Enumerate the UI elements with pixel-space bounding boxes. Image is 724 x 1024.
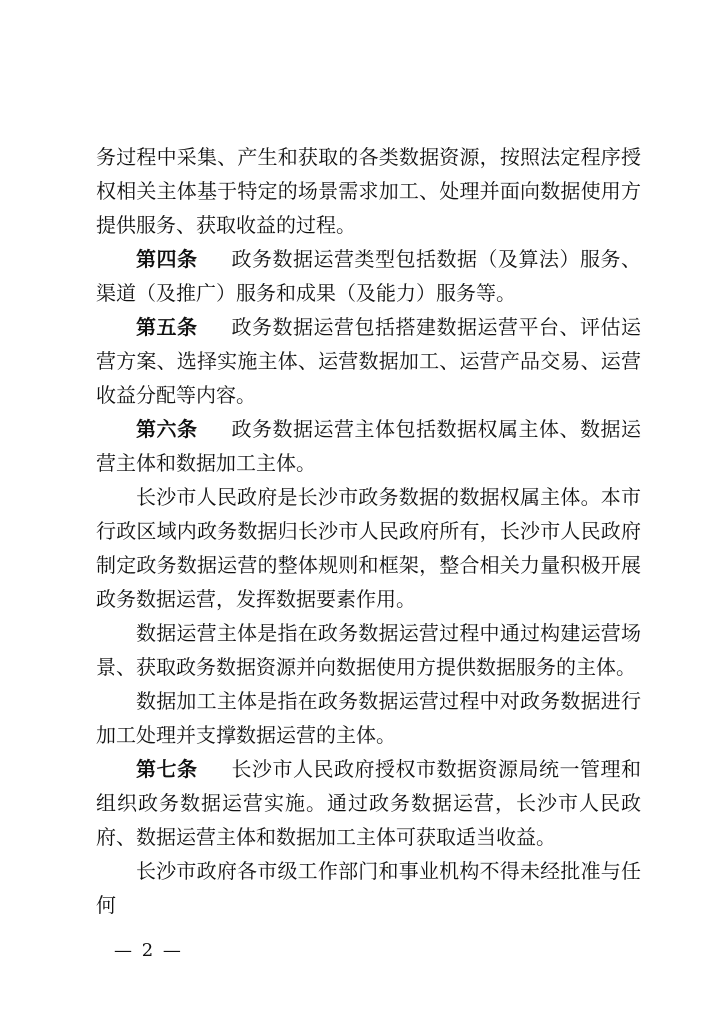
- article-6-label: 第六条: [136, 417, 198, 441]
- article-6-text: 政务数据运营主体包括数据权属主体、数据运营主体和数据加工主体。: [96, 417, 641, 475]
- data-operator-paragraph: 数据运营主体是指在政务数据运营过程中通过构建运营场景、获取政务数据资源并向数据使用方提供数据服务的主体。: [96, 621, 641, 679]
- data-ownership-paragraph: 长沙市人民政府是长沙市政务数据的数据权属主体。本市行政区域内政务数据归长沙市人民政府所有，长沙市人民政府制定政务数据运营的整体规则和框架，整合相关力量积极开展政务数据运营，发挥数据要素作用。: [96, 485, 641, 611]
- paragraph-continuation: 务过程中采集、产生和获取的各类数据资源，按照法定程序授权相关主体基于特定的场景需求加工、处理并面向数据使用方提供服务、获取收益的过程。: [96, 145, 641, 237]
- article-6-paragraph: [96, 412, 641, 480]
- article-4-paragraph: [96, 242, 641, 310]
- article-5-text: 政务数据运营包括搭建数据运营平台、评估运营方案、选择实施主体、运营数据加工、运营产品交易、运营收益分配等内容。: [96, 315, 641, 407]
- document-body: [96, 140, 641, 922]
- article-5-paragraph: [96, 310, 641, 412]
- article-7-text: 长沙市人民政府授权市数据资源局统一管理和组织政务数据运营实施。通过政务数据运营，长沙市人民政府、数据运营主体和数据加工主体可获取适当收益。: [96, 757, 641, 849]
- trailing-paragraph: 长沙市政府各市级工作部门和事业机构不得未经批准与任何: [96, 859, 641, 917]
- data-processor-paragraph: 数据加工主体是指在政务数据运营过程中对政务数据进行加工处理并支撑数据运营的主体。: [96, 689, 641, 747]
- article-4-label: 第四条: [136, 247, 198, 271]
- page-number: — 2 —: [114, 940, 183, 961]
- article-7-paragraph: [96, 752, 641, 854]
- article-5-label: 第五条: [136, 315, 198, 339]
- article-4-text: 政务数据运营类型包括数据（及算法）服务、渠道（及推广）服务和成果（及能力）服务等。: [96, 247, 641, 305]
- article-7-label: 第七条: [136, 757, 198, 781]
